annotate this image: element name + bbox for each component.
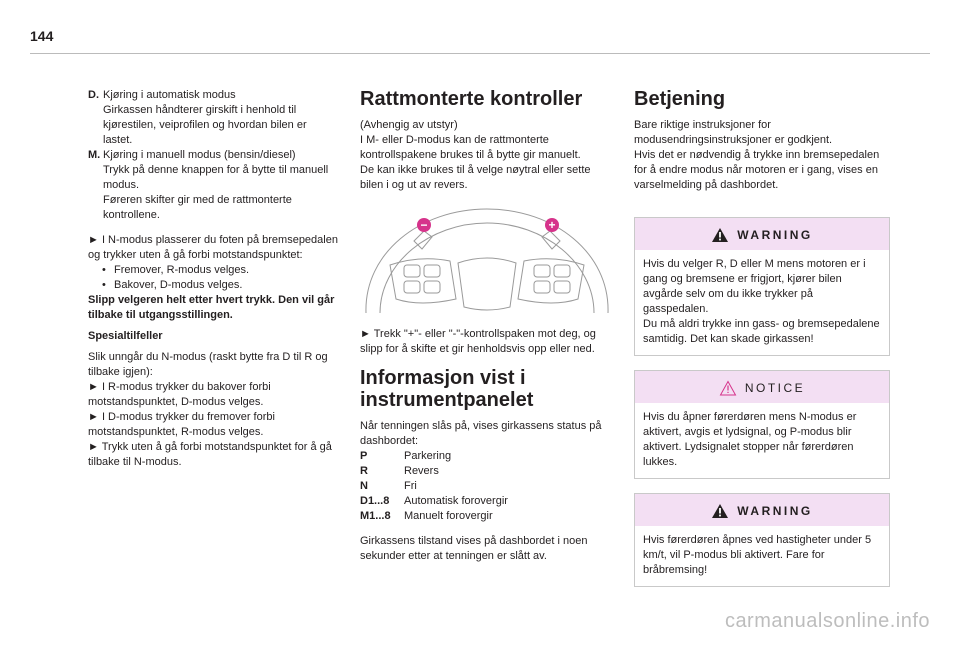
left-button <box>404 265 420 277</box>
n-mode-bullets <box>88 263 338 293</box>
release-instruction: Slipp velgeren helt etter hvert trykk. Den vil går tilbake til utgangsstillingen. <box>88 294 335 321</box>
gear-key: R <box>360 465 368 477</box>
left-button <box>424 265 440 277</box>
intro-line: I M- eller D-modus kan de rattmonterte kontrollspakene brukes til å bytte gir manuelt. <box>360 134 581 161</box>
gear-value: Automatisk forovergir <box>404 495 508 507</box>
notice-header <box>635 371 889 403</box>
watermark: carmanualsonline.info <box>724 610 930 632</box>
right-button <box>534 265 550 277</box>
list-item: • Bakover, D-modus velges. <box>114 278 338 293</box>
minus-label: − <box>420 218 428 232</box>
mode-key: M. <box>88 149 101 161</box>
mode-line: Kjøring i manuell modus (bensin/diesel) <box>103 149 296 161</box>
mode-d-definition <box>88 88 338 148</box>
plus-label: + <box>548 218 556 232</box>
left-button <box>424 281 440 293</box>
steering-wheel-illustration <box>360 203 614 315</box>
column-left <box>88 88 338 470</box>
mode-m-definition <box>88 148 338 223</box>
notice-box <box>634 370 890 479</box>
warning-triangle-icon <box>711 227 729 243</box>
box-line: Hvis førerdøren åpnes ved hastigheter under 5 km/t, vil P-modus bli aktivert. Fare for bråbremsing! <box>643 534 872 576</box>
n-mode-instruction: ► I N-modus plasserer du foten på bremsepedalen og trykker uten å gå forbi motstandspunktet: <box>88 234 338 261</box>
right-button <box>554 281 570 293</box>
right-button <box>554 265 570 277</box>
info-intro: Når tenningen slås på, vises girkassens status på dashbordet: <box>360 420 602 447</box>
right-button <box>534 281 550 293</box>
intro-line: De kan ikke brukes til å velge nøytral eller sette bilen i og ut av revers. <box>360 164 591 191</box>
notice-label: NOTICE <box>744 380 806 395</box>
warning-header <box>635 218 889 250</box>
gear-key: P <box>360 450 368 462</box>
intro-line: (Avhengig av utstyr) <box>360 119 458 131</box>
status-note: Girkassens tilstand vises på dashbordet i noen sekunder etter at tenningen er slått av. <box>360 535 588 562</box>
plus-paddle-marker <box>545 218 559 232</box>
warning-label: WARNING <box>737 227 813 242</box>
wheel-rim-inner <box>380 223 594 313</box>
header-divider <box>30 53 930 54</box>
left-spoke <box>390 259 456 303</box>
special-line: ► I D-modus trykker du fremover forbi motstandspunktet, R-modus velges. <box>88 411 275 438</box>
box-line: Hvis du åpner førerdøren mens N-modus er aktivert, avgis et lydsignal, og P-modus blir aktivert. Lydsignalet stopper når førerdøren lukkes. <box>643 411 857 468</box>
intro-line: Hvis det er nødvendig å trykke inn bremsepedalen for å endre modus når motoren er i gang, vises en varselmelding på dashbordet. <box>634 149 880 191</box>
wheel-hub <box>458 258 516 310</box>
gear-key: D1...8 <box>360 495 390 507</box>
gear-key: N <box>360 480 368 492</box>
column-right <box>634 88 890 587</box>
warning-triangle-icon <box>711 503 729 519</box>
intro-line: Bare riktige instruksjoner for modusendringsinstruksjoner er godkjent. <box>634 119 833 146</box>
steering-controls-heading: Rattmonterte kontroller <box>360 88 583 110</box>
page-number: 144 <box>30 28 54 44</box>
right-paddle <box>542 231 560 249</box>
special-cases-heading: Spesialtilfeller <box>88 330 163 342</box>
list-item: • Fremover, R-modus velges. <box>114 263 338 278</box>
mode-line: Føreren skifter gir med de rattmonterte kontrollene. <box>103 194 292 221</box>
wheel-rim-outer <box>366 209 608 313</box>
gear-value: Fri <box>404 480 417 492</box>
left-paddle <box>414 231 432 249</box>
warning-box <box>634 217 890 356</box>
special-line: Slik unngår du N-modus (raskt bytte fra D til R og tilbake igjen): <box>88 351 328 378</box>
gear-key: M1...8 <box>360 510 391 522</box>
gear-value: Revers <box>404 465 439 477</box>
minus-paddle-marker <box>417 218 431 232</box>
paddle-instruction: ► Trekk "+"- eller "-"-kontrollspaken mot deg, og slipp for å skifte et gir henholdsvis opp eller ned. <box>360 328 596 355</box>
box-line: Hvis du velger R, D eller M mens motoren er i gang og bremsene er frigjort, kjører bilen avgårde selv om du ikke trykker på gasspedalen. <box>643 258 866 315</box>
special-line: ► I R-modus trykker du bakover forbi motstandspunktet, D-modus velges. <box>88 381 271 408</box>
gear-status-table <box>360 449 614 524</box>
warning-box <box>634 493 890 587</box>
notice-triangle-icon <box>719 380 737 396</box>
column-middle <box>360 88 614 564</box>
right-spoke <box>518 259 584 303</box>
warning-label: WARNING <box>737 503 813 518</box>
instrument-panel-heading: Informasjon vist i instrumentpanelet <box>360 367 534 411</box>
special-line: ► Trykk uten å gå forbi motstandspunktet for å gå tilbake til N-modus. <box>88 441 332 468</box>
box-line: Du må aldri trykke inn gass- og bremsepedalene samtidig. Det kan skade girkassen! <box>643 318 880 345</box>
gear-value: Parkering <box>404 450 452 462</box>
left-button <box>404 281 420 293</box>
mode-key: D. <box>88 89 99 101</box>
operation-heading: Betjening <box>634 88 726 110</box>
mode-line: Girkassen håndterer girskift i henhold til kjørestilen, veiprofilen og hvordan bilen er lastet. <box>103 104 307 146</box>
mode-line: Trykk på denne knappen for å bytte til manuell modus. <box>103 164 329 191</box>
mode-line: Kjøring i automatisk modus <box>103 89 236 101</box>
warning-header <box>635 494 889 526</box>
gear-value: Manuelt forovergir <box>404 510 493 522</box>
